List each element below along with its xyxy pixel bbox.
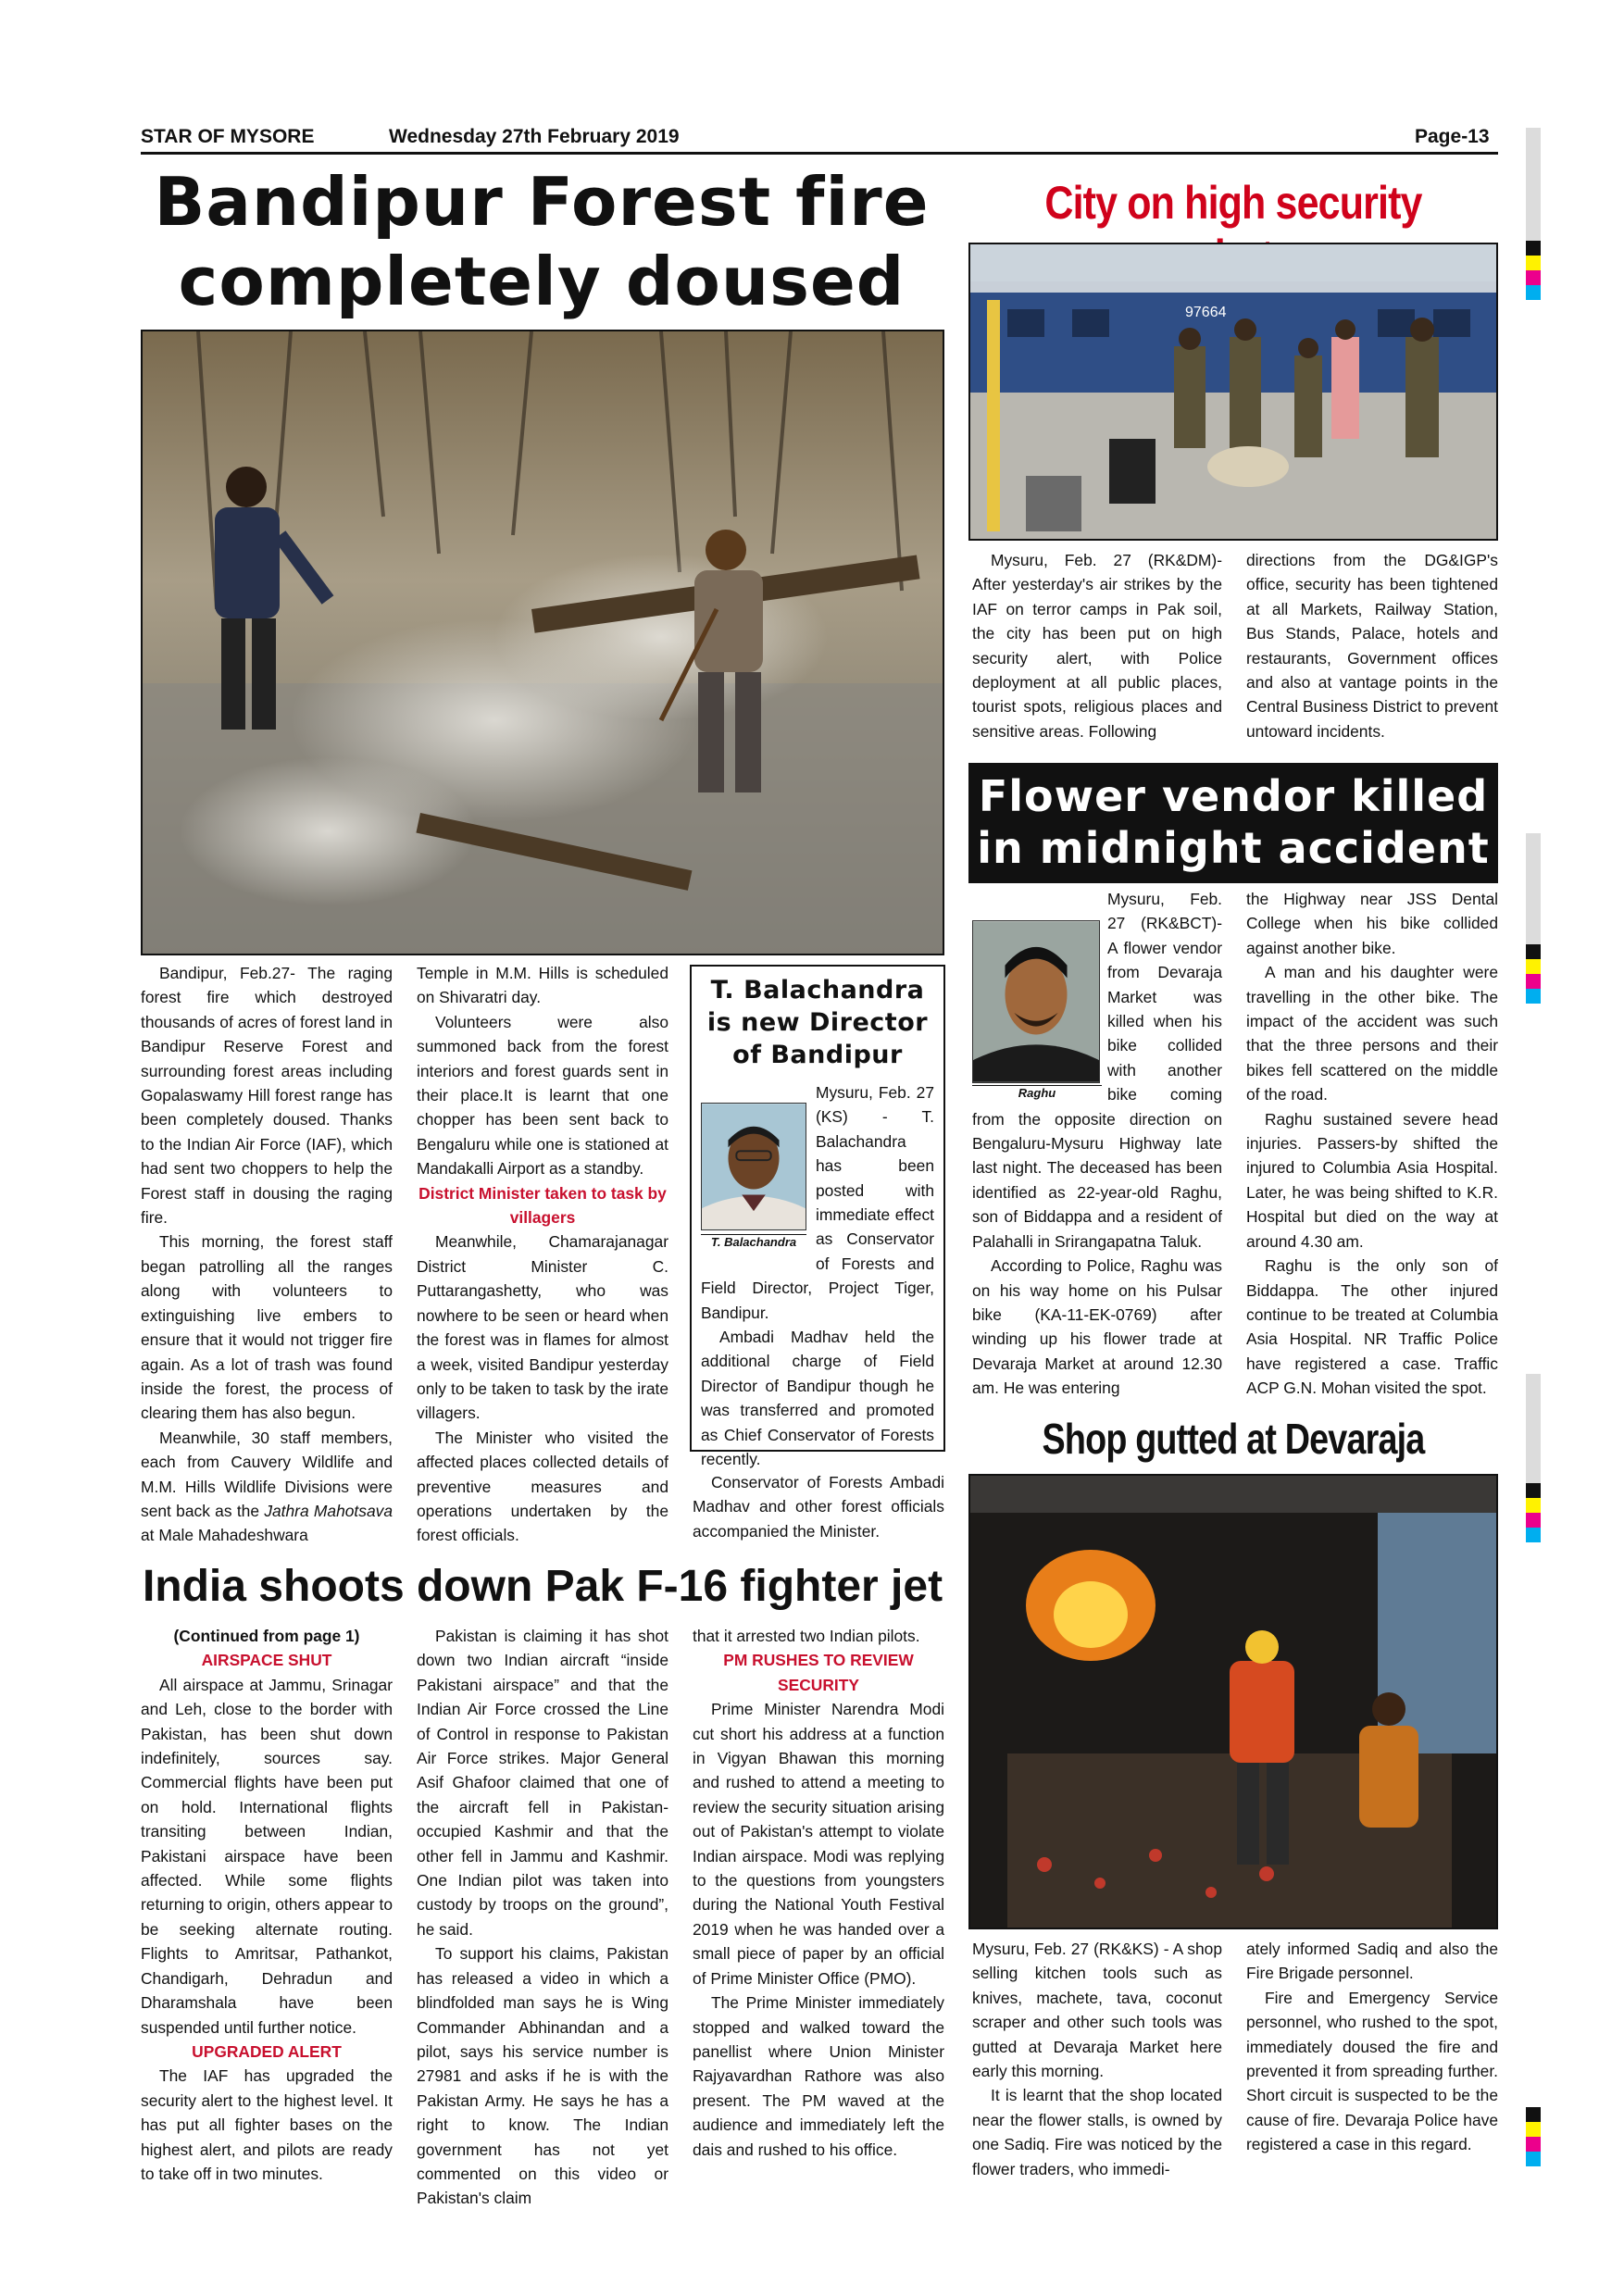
director-para1: Mysuru, Feb. 27 (KS) - T. Balachandra has been posted with immediate effect as Conservator of Forests and Field Director, Project Tiger, Bandipur. [701, 1083, 934, 1322]
india-col1-para2: The IAF has upgraded the security alert to the highest level. It has put all fighter bases on the highest alert, and pilots are ready to take off in two minutes. [141, 2066, 393, 2183]
security-para2: directions from the DG&IGP's office, security has been tightened at all Markets, Railway Station, Bus Stands, Palace, hotels and restaurants, Government offices and also at vantage points in the Central Business District to prevent untoward incidents. [1246, 551, 1498, 741]
forest-col3-para: Conservator of Forests Ambadi Madhav and other forest officials accompanied the Minister. [693, 1473, 944, 1541]
forest-headline-line1: Bandipur Forest fire [154, 163, 930, 241]
forest-col2-para3: Meanwhile, Chamarajanagar District Minister C. Puttarangashetty, who was nowhere to be seen or heard when the forest was in flames for almost a week, visited Bandipur yesterday only to be taken to task by the irate villagers. [417, 1232, 668, 1423]
vendor-col2-para3: Raghu sustained severe head injuries. Passers-by shifted the injured to Columbia Asia Hospital. Later, he was being shifted to K.R. Hospital but died on the way at around 4.30 am. [1246, 1109, 1498, 1251]
shop-fire-photo [968, 1474, 1498, 1929]
india-col3-para2: Prime Minister Narendra Modi cut short his address at a function in Vigyan Bhawan this morning and rushed to attend a meeting to review the security situation arising out of Pakistan's attempt to violate Indian airspace. Modi was replying to the questions from youngsters during the National Youth Festival 2019 when he was handed over a small piece of paper by an official of Prime Minister Office (PMO). [693, 1700, 944, 1988]
vendor-headline-box [968, 763, 1498, 883]
forest-col2-subhead: District Minister taken to task by villagers [418, 1183, 667, 1228]
forest-col1-para2: This morning, the forest staff began patrolling all the ranges along with volunteers to extinguishing live embers to ensure that it would not trigger fire again. As a lot of trash was found inside the forest, the process of clearing them has also begun. [141, 1232, 393, 1423]
train-number: 97664 [1185, 305, 1227, 320]
shop-col2-para1: ately informed Sadiq and also the Fire Brigade personnel. [1246, 1940, 1498, 1983]
forest-column-1 [141, 961, 393, 1548]
issue-date: Wednesday 27th February 2019 [389, 126, 680, 147]
vendor-col1-para2: According to Police, Raghu was on his way home on his Pulsar bike (KA-11-EK-0769) after winding up his flower trade at Devaraja Market at around 12.30 am. He was entering [972, 1256, 1222, 1398]
header-rule [141, 152, 1498, 155]
director-photo-frame [701, 1103, 806, 1251]
director-headline: T. Balachandra is new Director of Bandipur [706, 976, 929, 1069]
vendor-column-1 [972, 887, 1222, 1401]
forest-fire-photo [141, 330, 944, 955]
paper-name: STAR OF MYSORE [141, 126, 315, 147]
india-col2-para1: Pakistan is claiming it has shot down two Indian aircraft “inside Pakistani airspace” and that the Indian Air Force crossed the Line of Control in response to Pakistan Air Force strikes. Major General Asif Ghafoor claimed that one of the aircraft fell in Pakistan-occupied Kashmir and that the other fell in Jammu and Kashmir. One Indian pilot was taken into custody by troops on the ground”, he said. [417, 1627, 668, 1939]
shop-col1-para2: It is learnt that the shop located near the flower stalls, is owned by one Sadiq. Fire was noticed by the flower traders, who immedi- [972, 2086, 1222, 2178]
forest-col1-para3: Meanwhile, 30 staff members, each from Cauvery Wildlife and M.M. Hills Wildlife Divisions were sent back as the Jathra Mahotsava at Male Mahadeshwara [141, 1428, 393, 1545]
shop-headline: Shop gutted at Devaraja [1042, 1415, 1425, 1463]
forest-col1-para1: Bandipur, Feb.27- The raging forest fire which destroyed thousands of acres of forest land in Bandipur Reserve Forest and surrounding forest areas including Gopalaswamy Hill forest range has been completely doused. Thanks to the Indian Air Force (IAF), which had sent two choppers to help the Forest staff in dousing the raging fire. [141, 964, 393, 1228]
forest-column-3-tail [693, 1470, 944, 1543]
shop-col2-para2: Fire and Emergency Service personnel, who rushed to the spot, immediately doused the fire and prevented it from spreading further. Short circuit is suspected to be the cause of fire. Devaraja Police have registered a case in this regard. [1246, 1988, 1498, 2154]
security-para1: Mysuru, Feb. 27 (RK&DM)- After yesterday's air strikes by the IAF on terror camps in Pak soil, the city has been put on high security alert, with Police deployment at all public places, tourist spots, religious places and sensitive areas. Following [972, 551, 1222, 741]
forest-column-2 [417, 961, 668, 1548]
india-continued: (Continued from page 1) [173, 1627, 360, 1645]
shop-column-1 [972, 1937, 1222, 2181]
india-column-2 [417, 1624, 668, 2211]
page-number: Page-13 [1415, 126, 1490, 147]
vendor-col2-para4: Raghu is the only son of Biddappa. The other injured continue to be treated at Columbia Asia Hospital. NR Traffic Police have registered a case. Traffic ACP G.N. Mohan visited the spot. [1246, 1256, 1498, 1398]
forest-col2-para1: Temple in M.M. Hills is scheduled on Shivaratri day. [417, 964, 668, 1007]
forest-col2-para4: The Minister who visited the affected places collected details of preventive measures and operations undertaken by the forest officials. [417, 1428, 668, 1545]
india-subhead-airspace: AIRSPACE SHUT [201, 1651, 332, 1670]
security-column-1 [972, 548, 1222, 743]
india-col3-para3: The Prime Minister immediately stopped and walked toward the panellist where Union Minister Rajyavardhan Rathore was also present. The PM waved at the audience and immediately left the dais and rushed to his office. [693, 1993, 944, 2159]
security-column-2 [1246, 548, 1498, 743]
director-photo-caption: T. Balachandra [701, 1234, 806, 1249]
director-box [690, 965, 945, 1469]
vendor-column-2 [1246, 887, 1498, 1401]
vendor-col1-para1: Mysuru, Feb. 27 (RK&BCT)- A flower vendor from Devaraja Market was killed when his bike collided with another bike coming from the opposite direction on Bengaluru-Mysuru Highway late last night. The deceased has been identified as 22-year-old Raghu, son of Biddappa and a resident of Palahalli in Srirangapatna Taluk. [972, 890, 1222, 1251]
india-col1-para1: All airspace at Jammu, Srinagar and Leh, close to the border with Pakistan, has been shut down indefinitely, sources say. Commercial flights have been put on hold. International flights transiting between Indian, Pakistani airspace have been affected. While some flights returning to origin, others appear to be seeking alternate routing. Flights to Amritsar, Pathankot, Chandigarh, Dehradun and Dharamshala have been suspended until further notice. [141, 1675, 393, 2037]
forest-col2-para2: Volunteers were also summoned back from the forest interiors and forest guards sent in their place.It is learnt that one chopper has been sent back to Bengaluru while one is stationed at Mandakalli Airport as a standby. [417, 1012, 668, 1179]
vendor-headline-line2: in midnight accident [977, 823, 1490, 873]
director-para2: Ambadi Madhav held the additional charge of Field Director of Bandipur though he was transferred and promoted as Chief Conservator of Forests recently. [701, 1328, 934, 1469]
india-col2-para2: To support his claims, Pakistan has released a video in which a blindfolded man says he is Wing Commander Abhinandan and a pilot, says his service number is 27981 and asks if he is with the Pakistan Army. He says he has a right to know. The Indian government has not yet commented on this video or Pakistan's claim [417, 1944, 668, 2208]
security-photo [968, 243, 1498, 541]
india-headline: India shoots down Pak F-16 fighter jet [142, 1562, 943, 1611]
security-headline: City on high security [1044, 177, 1422, 229]
director-photo [701, 1103, 806, 1230]
shop-column-2 [1246, 1937, 1498, 2157]
india-col3-para1: that it arrested two Indian pilots. [693, 1627, 920, 1645]
shop-col1-para1: Mysuru, Feb. 27 (RK&KS) - A shop selling kitchen tools such as knives, machete, tava, coconut scraper and other such tools was gutted at Devaraja Market here early this morning. [972, 1940, 1222, 2081]
vendor-photo-caption: Raghu [972, 1085, 1102, 1100]
vendor-col2-para1: the Highway near JSS Dental College when his bike collided against another bike. [1246, 890, 1498, 957]
india-subhead-pm: PM RUSHES TO REVIEW SECURITY [723, 1651, 914, 1694]
vendor-col2-para2: A man and his daughter were travelling in the other bike. The impact of the accident was such that the three persons and their bikes fell scattered on the middle of the road. [1246, 963, 1498, 1104]
vendor-headline-line1: Flower vendor killed [978, 771, 1489, 821]
india-column-3 [693, 1624, 944, 2162]
forest-headline-line2: completely doused [178, 243, 906, 320]
india-column-1 [141, 1624, 393, 2186]
india-subhead-alert: UPGRADED ALERT [192, 2041, 342, 2061]
